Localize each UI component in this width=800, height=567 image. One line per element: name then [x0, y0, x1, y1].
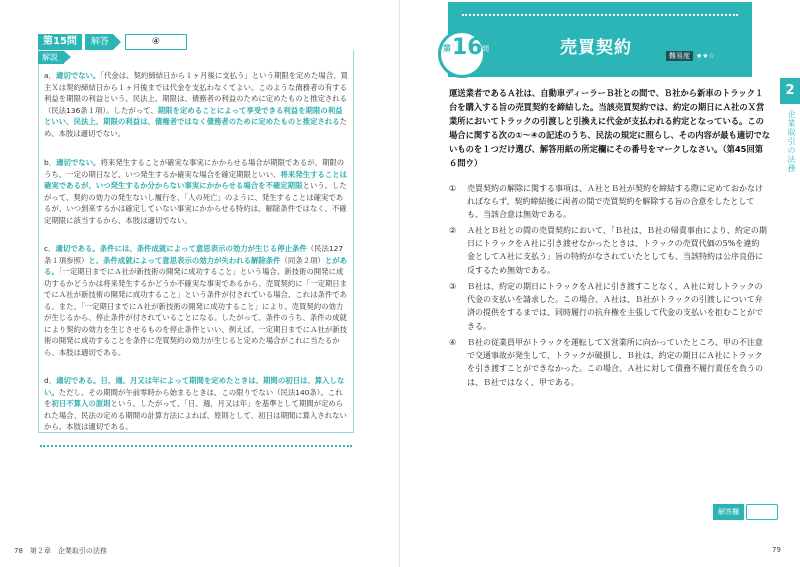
highlight-text: 適切である。条件には、条件成就によって意思表示の効力が生じる停止条件 [55, 244, 307, 253]
body-text: （同条２項） [280, 255, 325, 265]
body-text: ため、本肢は適切でない。 [44, 117, 348, 138]
body-text: という。したがって、契約の効力の発生ないし履行を、「人の死亡」のように、発生することは確実であるが、いつ到来するかは確定していない事実にかからせる特約は、解除条件ではなく、不確定期限に該当するから、本肢は適切でない。 [44, 181, 347, 225]
paragraph-prefix: a． [44, 71, 56, 80]
answer-field [713, 504, 778, 520]
option-number: ③ [449, 282, 457, 291]
highlight-text: 適切でない。 [55, 71, 101, 80]
option-text: Ｂ社の従業員甲がトラックを運転してＸ営業所に向かっていたところ、甲の不注意で交通事故が発生して、トラックが破損し、Ｂ社は、約定の期日にＡ社にトラックを引き渡すことができなかった。この場合、Ａ社に対して債務不履行責任を負うのは、Ｂ社ではなく、甲である。 [467, 338, 763, 387]
explanation-paragraph-c [44, 243, 349, 358]
page-title: 売買契約 [560, 38, 632, 58]
body-text: ただし、その期間が午前零時から始まるときは、この限りでない（民法140条）。これを [44, 387, 343, 408]
chapter-title: 企業取引の法務 [787, 110, 796, 173]
question-number: 第15問 [38, 34, 82, 50]
highlight-text: 初日不算入の原則 [51, 399, 111, 408]
option-1 [449, 182, 767, 222]
option-3 [449, 280, 767, 333]
star-icon: ★★☆ [696, 52, 715, 60]
right-page [400, 0, 800, 567]
body-text: 「代金は、契約締結日から１ヶ月後に支払う」という期限を定めた場合、買主Ｘは契約締結日から１ヶ月後までは代金を支払わなくてよい。このような債務者の有する利益を期限の利益という。民法上、期限は、債務者の利益のために定めたものと推定される（民法136条１項）。したがって、 [44, 71, 348, 115]
section-label: 解説 [38, 51, 64, 64]
paragraph-prefix: d． [44, 376, 57, 385]
answer-field-box[interactable] [746, 504, 778, 520]
highlight-text: 適切である。日、週、月又は年によって期間を定めたときは、期間の初日は、算入しない。 [44, 376, 345, 397]
question-tab [38, 34, 187, 50]
option-number: ② [449, 226, 457, 235]
body-text: 「一定期日までにＡ社が新技術の開発に成功すること」という場合、新技術の開発に成功するかどうかは将来発生するかどうか不確実な事実であるから、売買契約に「一定期日までにＡ社が新技術の開発に成功すること」という条件が付されている場合、これは条件である。また、「一定期日までにＡ社が新技術の開発に成功すること」により、売買契約の効力が生じるから、停止条件が付されていることになる。したがって、条件のうち、条件の成就により契約の効力を生じさせるものを停止条件といい、例えば、一定期日までにＡ社が新技術の開発に成功することを条件に売買契約の効力が生じると定めた場合がこれに当たるから、本肢は適切である。 [44, 267, 348, 357]
page-footer-left: 78 第２章 企業取引の法務 [14, 547, 107, 555]
question-stem: 運送業者であるＡ社は、自動車ディーラーＢ社との間で、Ｂ社から新車のトラック１台を購入する旨の売買契約を締結した。当該売買契約では、約定の期日にＡ社のＸ営業所においてトラックの引渡しと引換えに代金が支払われる約定となっている。この場合に関する次の①～④の記述のうち、民法の規定に照らし、その内容が最も適切でないものを１つだけ選び、解答用紙の所定欄にその番号をマークしなさい。（第45回第６問ウ） [449, 88, 771, 168]
body-text: という。したがって、「日、週、月又は年」を基準として期間が定められた場合、民法の定める期間の計算方法によれば、原則として、初日は期間に算入されないから、本肢は適切である。 [44, 399, 347, 431]
divider [40, 445, 352, 447]
option-text: Ｂ社は、約定の期日にトラックをＡ社に引き渡すことなく、Ａ社に対しトラックの代金の支払いを請求した。この場合、Ａ社は、Ｂ社がトラックの引渡しについて弁済の提供をするまでは、同時履行の抗弁権を主張して代金の支払いを拒むことができる。 [467, 282, 763, 331]
option-2 [449, 224, 767, 277]
chapter-number: 2 [780, 78, 800, 104]
body-text: 将来発生することが確実な事実にかからせる場合が期限であるが、期限のうち、一定の期日など、いつ発生するか確実な場合を確定期限といい、 [44, 158, 345, 179]
answer-label: 解答 [85, 34, 113, 50]
highlight-text: と、条件成就によって意思表示の効力が失われる解除条件 [88, 255, 281, 265]
body-text: （民法127条１項参照） [44, 244, 344, 265]
highlight-text: 将来発生することは確実であるが、いつ発生するか分からない事実にかからせる場合を不確定期限 [44, 169, 348, 190]
explanation-paragraph-d [44, 375, 349, 433]
paragraph-prefix: c． [44, 244, 56, 253]
highlight-text: 期限を定めることによって享受できる利益を期限の利益といい、民法上、期限の利益は、債権者ではなく債務者のために定めたものと推定される [44, 105, 343, 126]
answer-value: ④ [125, 34, 187, 50]
explanation-paragraph-b [44, 157, 349, 226]
option-4 [449, 336, 767, 389]
answer-field-label: 解答欄 [713, 504, 744, 520]
difficulty [666, 51, 715, 61]
question-prefix: 第 [443, 44, 451, 53]
option-text: Ａ社とＢ社との間の売買契約において、「Ｂ社は、Ｂ社の帰責事由により、約定の期日にトラックをＡ社に引き渡せなかったときは、トラックの売買代価の5%を違約金としてＡ社に支払う」旨の特約がなされていたとしても、当該特約は公序良俗に反するため無効である。 [467, 226, 767, 275]
arrow-right-icon [113, 34, 121, 50]
explanation-paragraph-a [44, 70, 349, 139]
option-number: ④ [449, 338, 457, 347]
highlight-text: とがある。 [44, 255, 348, 276]
question-suffix: 問 [482, 45, 489, 53]
difficulty-label: 難易度 [666, 51, 693, 61]
option-text: 売買契約の解除に関する事項は、Ａ社とＢ社が契約を締結する際に定めておかなければならず、契約締結後に両者の間で売買契約を解除する旨の合意をしたとしても、当該合意は無効である。 [467, 184, 763, 220]
paragraph-prefix: b． [44, 158, 57, 167]
option-number: ① [449, 184, 457, 193]
header-dots [462, 14, 738, 16]
highlight-text: 適切でない。 [56, 158, 101, 167]
page-footer-right: 79 [772, 546, 781, 554]
question-number: 16 [452, 35, 483, 60]
